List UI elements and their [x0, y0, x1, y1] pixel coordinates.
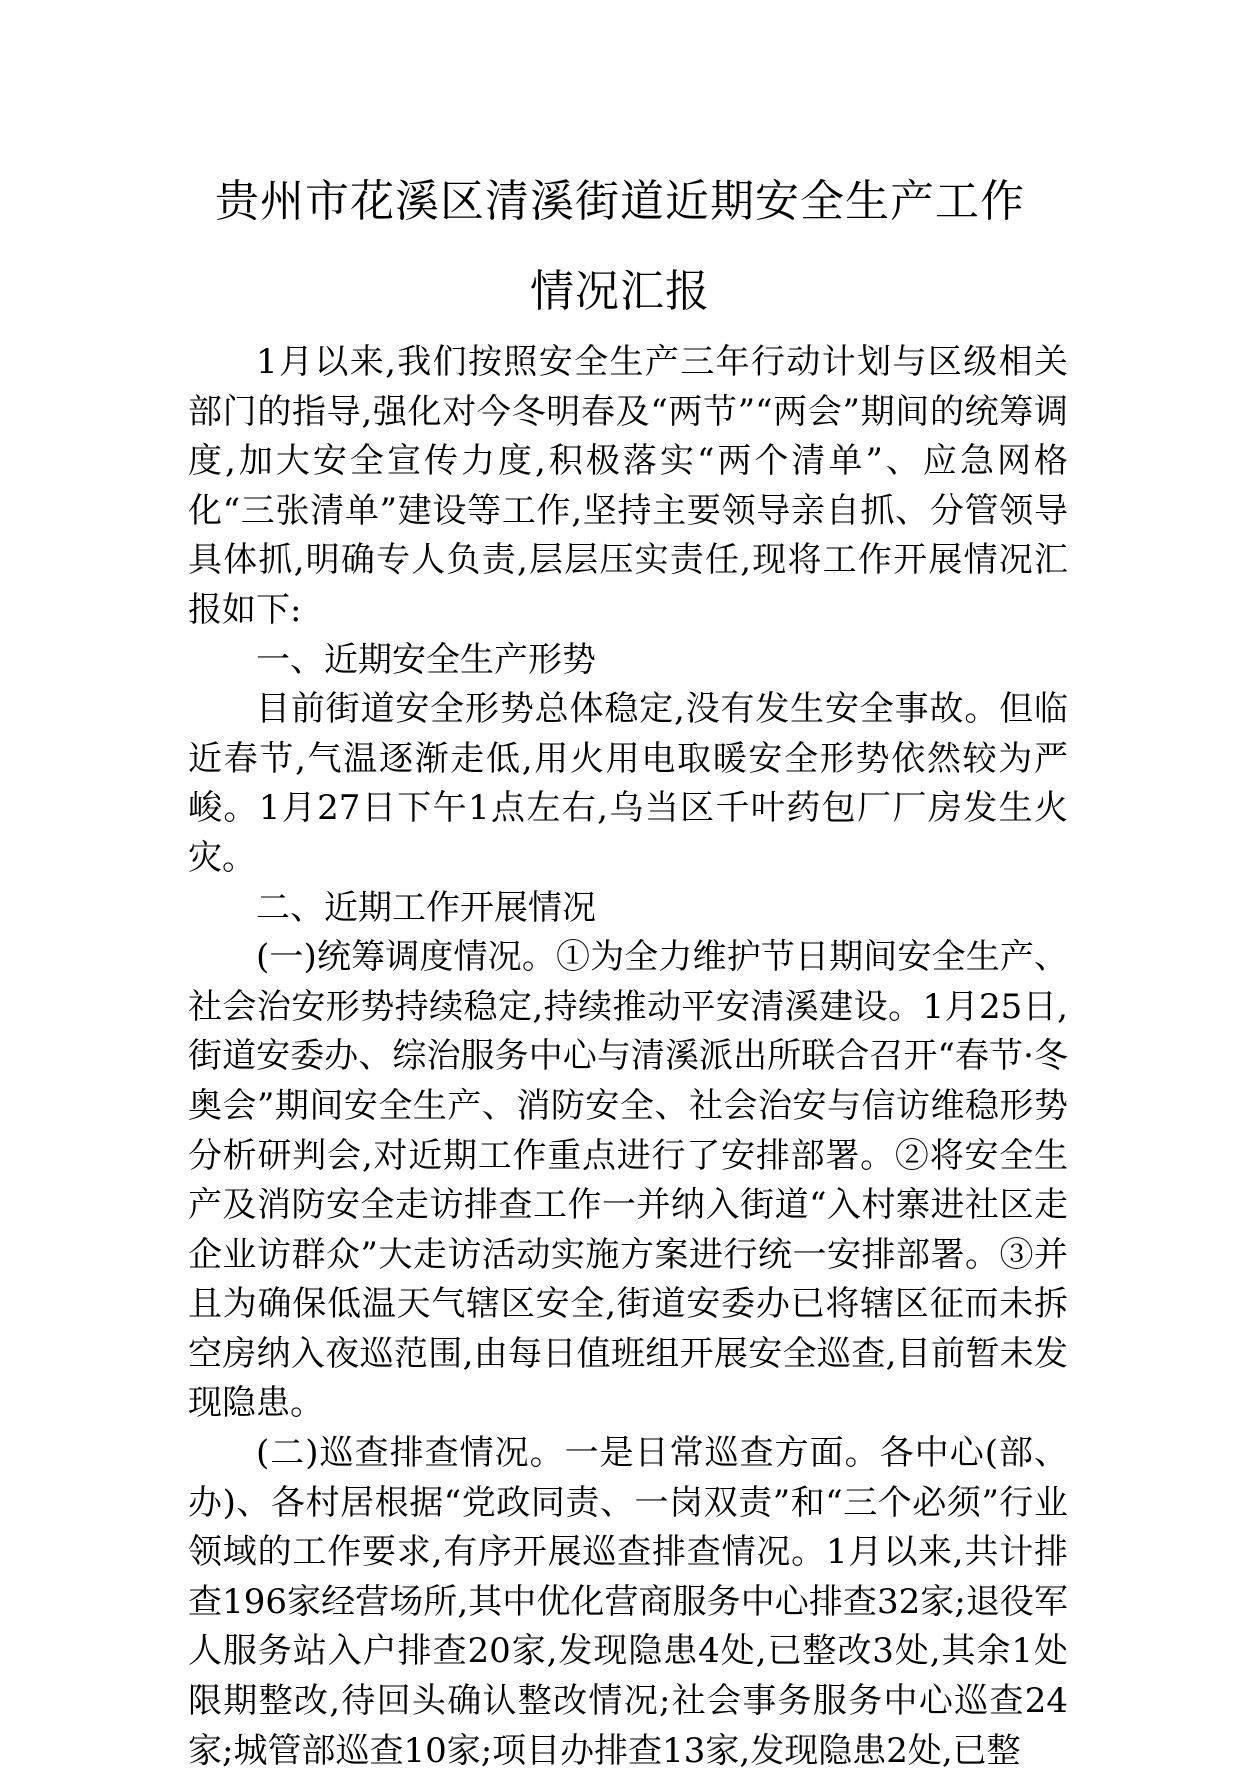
section-heading-2: 二、近期工作开展情况 — [256, 887, 596, 928]
paragraph-coordination: (一)统筹调度情况。①为全力维护节日期间安全生产、社会治安形势持续稳定,持续推动平安清溪建设。1月25日,街道安委办、综治服务中心与清溪派出所联合召开“春节·冬奥会”期间安全生产、消防安全、社会治安与信访维稳形势分析研判会,对近期工作重点进行了安排部署。②将安全生产及消防安全走访排查工作一并纳入街道“入村寨进社区走企业访群众”大走访活动实施方案进行统一安排部署。③并且为确保低温天气辖区安全,街道安委办已将辖区征而未拆空房纳入夜巡范围,由每日值班组开展安全巡查,目前暂未发现隐患。 — [188, 937, 1068, 1424]
document-title-line-2: 情况汇报 — [530, 266, 710, 317]
paragraph-intro: 1月以来,我们按照安全生产三年行动计划与区级相关部门的指导,强化对今冬明春及“两节”“两会”期间的统筹调度,加大安全宣传力度,积极落实“两个清单”、应急网格化“三张清单”建设等工作,坚持主要领导亲自抓、分管领导具体抓,明确专人负责,层层压实责任,现将工作开展情况汇报如下: — [188, 342, 1068, 630]
paragraph-safety-situation: 目前街道安全形势总体稳定,没有发生安全事故。但临近春节,气温逐渐走低,用火用电取暖安全形势依然较为严峻。1月27日下午1点左右,乌当区千叶药包厂厂房发生火灾。 — [188, 689, 1068, 878]
section-heading-1: 一、近期安全生产形势 — [256, 639, 596, 680]
document-title-line-1: 贵州市花溪区清溪街道近期安全生产工作 — [215, 176, 1025, 227]
document-body — [188, 338, 1068, 1776]
paragraph-inspection: (二)巡查排查情况。一是日常巡查方面。各中心(部、办)、各村居根据“党政同责、一岗双责”和“三个必须”行业领域的工作要求,有序开展巡查排查情况。1月以来,共计排查196家经营场所,其中优化营商服务中心排查32家;退役军人服务站入户排查20家,发现隐患4处,已整改3处,其余1处限期整改,待回头确认整改情况;社会事务服务中心巡查24家;城管部巡查10家;项目办排查13家,发现隐患2处,已整 — [188, 1433, 1068, 1771]
